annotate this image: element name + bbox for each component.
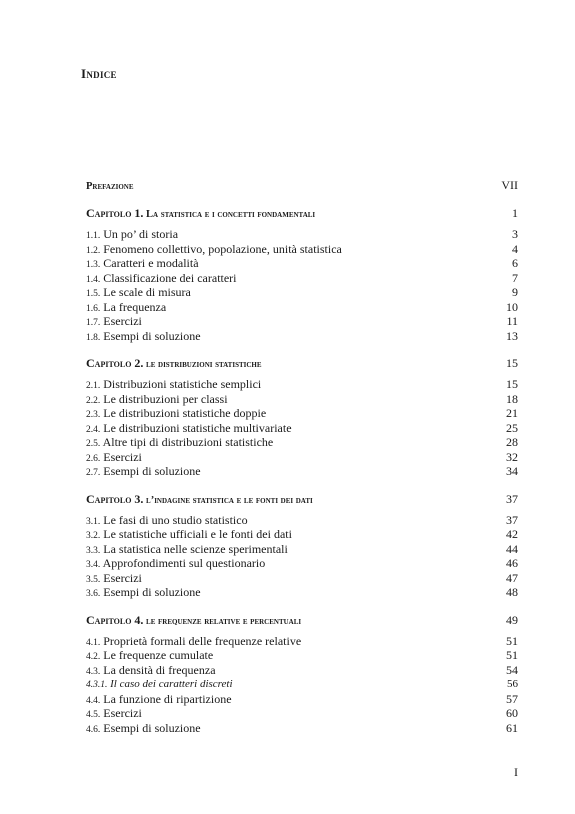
toc-entry-text: Esercizi [103,449,142,464]
toc-entry-page: 56 [507,678,518,690]
toc-entry-page: 10 [506,299,518,314]
toc-prefazione-page: VII [501,178,518,192]
toc-entry-page: 60 [506,706,518,720]
toc-entry-number: 3.3. [86,545,101,556]
toc-entry[interactable] [86,392,518,407]
toc-entry-page: 7 [512,270,518,285]
toc-entry-label [86,721,201,738]
toc-entry[interactable] [86,406,518,421]
toc-entry[interactable] [86,271,518,286]
toc-entry-text: Distribuzioni statistiche semplici [103,377,262,391]
toc-entry[interactable] [86,227,518,242]
toc-entry-number: 3.5. [86,574,101,585]
chapter-heading-label [86,491,313,509]
toc-entry-text: La statistica nelle scienze sperimentali [103,541,288,556]
toc-entry-text: Esercizi [103,314,142,328]
chapter-heading-label [86,355,262,373]
chapter-page: 1 [512,206,518,220]
toc-entry[interactable] [86,435,518,450]
toc-entry-label [86,585,201,602]
toc-entry-text: Un po’ di storia [103,227,179,241]
toc-entry-text: Approfondimenti sul questionario [102,556,266,570]
toc-entry-label [86,464,201,481]
toc-entry-number: 2.7. [86,468,101,478]
toc-entry-page: 13 [506,328,518,343]
toc-entry[interactable] [86,242,518,257]
toc-entry-page: 9 [512,285,518,299]
chapter-heading-label [86,612,301,630]
toc-entry[interactable] [86,721,518,736]
toc-entry-page: 32 [506,449,518,464]
toc-entry-number: 2.1. [86,381,101,391]
toc-entry[interactable] [86,648,518,663]
toc-entry-page: 44 [506,541,518,556]
toc-entry-page: 51 [506,633,518,648]
toc-entry-text: Caratteri e modalità [103,256,199,270]
chapter-number: Capitolo 3. [86,491,144,506]
toc-entry-number: 1.8. [86,332,101,343]
toc-entry[interactable] [86,692,518,707]
table-of-contents [86,177,518,735]
toc-prefazione-label: Prefazione [86,181,134,192]
toc-entry-number: 4.6. [86,724,101,735]
toc-entry-number: 1.3. [86,260,101,270]
chapter-heading-label [86,205,315,223]
toc-entry[interactable] [86,421,518,436]
toc-entry-text: Proprietà formali delle frequenze relative [103,633,302,648]
toc-entry-number: 2.6. [86,453,101,464]
toc-entry-text: Esercizi [103,570,142,585]
toc-entry[interactable] [86,542,518,557]
toc-entry-page: 3 [512,227,518,241]
toc-entry-number: 4.2. [86,652,101,662]
page-number: I [514,765,518,779]
toc-entry-label [86,329,201,346]
toc-entry[interactable] [86,571,518,586]
chapter-heading[interactable] [86,205,518,221]
toc-entry-text: Le distribuzioni statistiche doppie [103,406,267,420]
toc-entry[interactable] [86,677,518,692]
toc-entry[interactable] [86,285,518,300]
chapter-heading[interactable] [86,355,518,371]
chapter-page: 49 [506,612,518,627]
toc-entry-number: 1.1. [86,231,101,241]
toc-entry-number: 4.3.1. [86,680,108,690]
chapter-number: Capitolo 4. [86,612,144,627]
toc-prefazione[interactable] [86,177,518,193]
toc-entry-page: 47 [506,570,518,585]
chapter-page: 15 [506,356,518,370]
toc-entry-number: 2.3. [86,410,101,420]
toc-entry[interactable] [86,256,518,271]
toc-entry-text: Esempi di soluzione [103,720,201,735]
toc-entry-page: 15 [506,377,518,391]
toc-entry[interactable] [86,377,518,392]
toc-entry-text: Esempi di soluzione [103,464,201,478]
toc-entry-text: Le distribuzioni statistiche multivariate [103,420,292,435]
toc-entry-number: 3.4. [86,560,101,570]
chapter-heading[interactable] [86,491,518,507]
toc-entry-page: 11 [506,314,518,328]
toc-entry[interactable] [86,464,518,479]
toc-entry-number: 2.5. [86,439,101,449]
toc-entry[interactable] [86,585,518,600]
toc-entry-page: 6 [512,256,518,270]
toc-entry-number: 1.6. [86,303,101,314]
toc-entry-page: 34 [506,464,518,478]
toc-entry[interactable] [86,556,518,571]
toc-entry-page: 57 [506,691,518,706]
toc-entry-number: 1.7. [86,318,101,328]
chapter-title: La statistica e i concetti fondamentali [146,209,316,220]
toc-entry[interactable] [86,663,518,678]
chapter-heading[interactable] [86,612,518,628]
toc-entry-number: 3.1. [86,516,101,527]
toc-entry-text: Le statistiche ufficiali e le fonti dei dati [103,527,292,541]
toc-entry-page: 46 [506,556,518,570]
toc-entry-text: Esempi di soluzione [103,585,201,599]
toc-entry-text: Le scale di misura [103,285,191,299]
toc-entry[interactable] [86,314,518,329]
chapter-number: Capitolo 2. [86,356,144,370]
toc-entry-page: 42 [506,527,518,541]
toc-entry-text: La densità di frequenza [103,662,216,677]
toc-entry-text: Fenomeno collettivo, popolazione, unità statistica [103,241,342,256]
toc-entry-number: 1.2. [86,245,101,256]
chapter-title: le frequenze relative e percentuali [146,615,302,627]
chapter-list [86,205,518,735]
toc-entry-page: 18 [506,391,518,406]
toc-entry-page: 28 [506,435,518,449]
toc-entry[interactable] [86,300,518,315]
chapter-page: 37 [506,491,518,506]
toc-entry-page: 48 [506,585,518,599]
toc-entry-page: 54 [506,662,518,677]
toc-entry-number: 4.1. [86,637,101,648]
toc-entry-text: Le distribuzioni per classi [103,391,228,406]
toc-entry-number: 4.5. [86,710,101,720]
toc-entry-number: 1.5. [86,289,101,299]
toc-entry[interactable] [86,450,518,465]
toc-entry[interactable] [86,706,518,721]
toc-entry-text: Il caso dei caratteri discreti [110,678,233,690]
toc-entry-page: 37 [506,512,518,527]
toc-entry-text: La frequenza [103,299,167,314]
toc-entry-number: 3.6. [86,589,101,599]
toc-entry-label [86,677,233,693]
toc-entry-number: 4.4. [86,695,101,706]
toc-entry-text: Altre tipi di distribuzioni statistiche [102,435,274,449]
chapter-title: le distribuzioni statistiche [146,359,262,370]
toc-entry-page: 4 [512,241,518,256]
toc-entry-text: La funzione di ripartizione [103,691,232,706]
toc-entry-number: 2.4. [86,424,101,435]
toc-entry[interactable] [86,527,518,542]
toc-entry[interactable] [86,513,518,528]
toc-entry-text: Le fasi di uno studio statistico [103,512,248,527]
page-title: Indice [81,66,117,81]
toc-entry-text: Esempi di soluzione [103,328,201,343]
toc-entry-number: 3.2. [86,531,101,541]
toc-entry-page: 25 [506,420,518,435]
toc-entry-text: Le frequenze cumulate [103,648,214,662]
chapter-number: Capitolo 1. [86,206,144,220]
toc-entry[interactable] [86,329,518,344]
toc-entry-page: 51 [506,648,518,662]
toc-entry-number: 1.4. [86,274,101,285]
toc-entry-text: Esercizi [103,706,142,720]
toc-entry[interactable] [86,634,518,649]
toc-entry-number: 4.3. [86,666,101,677]
toc-entry-text: Classificazione dei caratteri [103,270,237,285]
toc-entry-page: 61 [506,720,518,735]
toc-entry-page: 21 [506,406,518,420]
chapter-title: l’indagine statistica e le fonti dei dati [146,494,313,506]
toc-entry-number: 2.2. [86,395,101,406]
